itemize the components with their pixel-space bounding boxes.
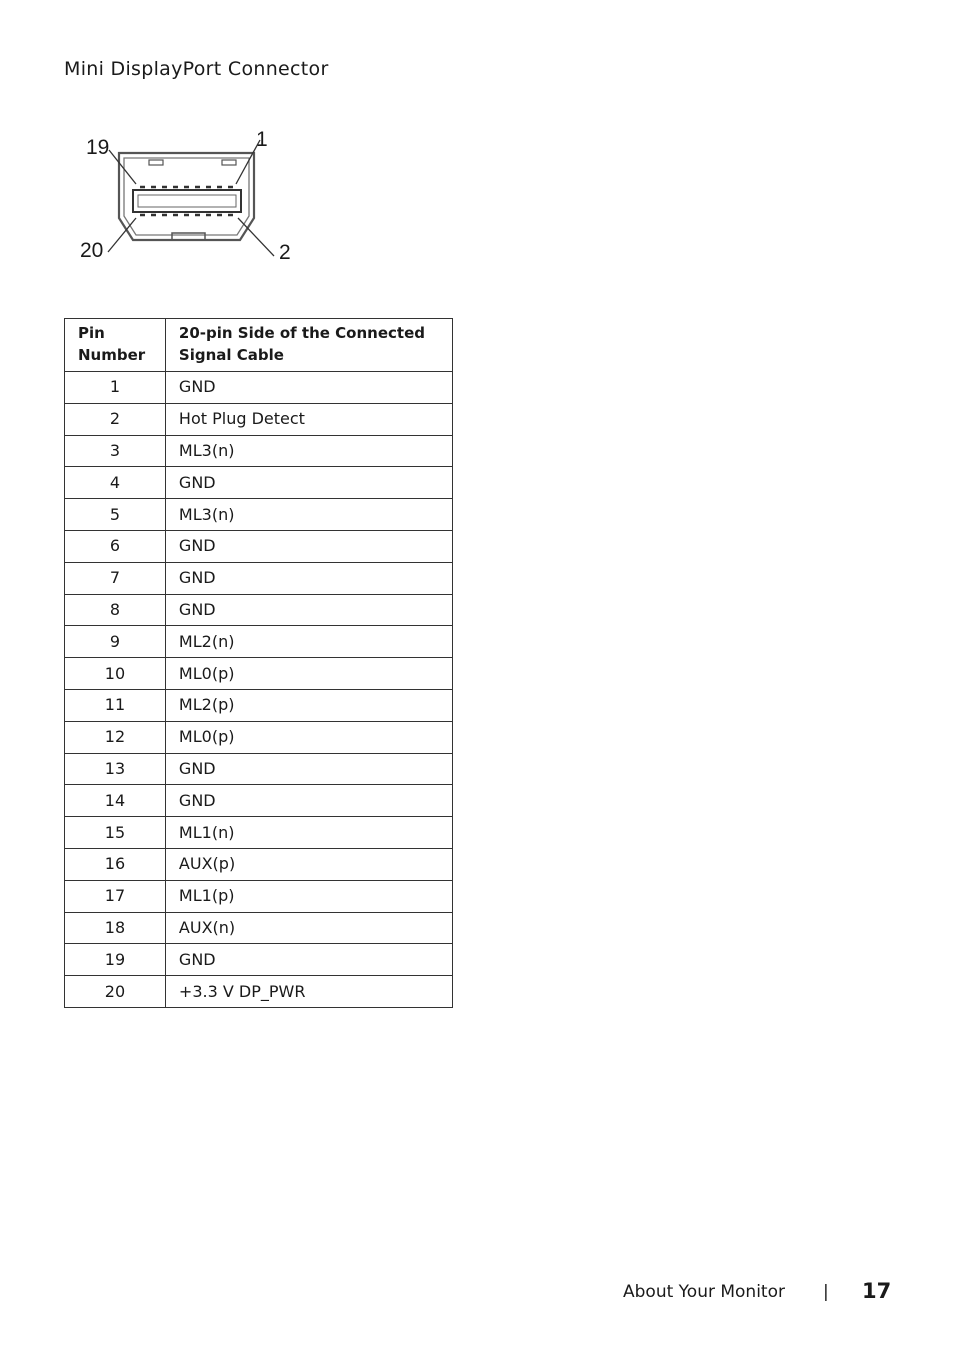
header-pin-number-line2: Number bbox=[78, 346, 146, 364]
pin-number-cell: 1 bbox=[65, 372, 166, 404]
pin-number-cell: 11 bbox=[65, 689, 166, 721]
header-pin-number-line1: Pin bbox=[78, 324, 105, 342]
signal-cell: +3.3 V DP_PWR bbox=[165, 976, 452, 1008]
signal-cell: AUX(n) bbox=[165, 912, 452, 944]
table-row bbox=[65, 817, 453, 849]
pin-label-20: 20 bbox=[80, 239, 104, 262]
pin-number-cell: 20 bbox=[65, 976, 166, 1008]
pin-number-cell: 18 bbox=[65, 912, 166, 944]
signal-cell: ML2(n) bbox=[165, 626, 452, 658]
header-signal-line1: 20-pin Side of the Connected bbox=[178, 324, 425, 342]
pin-number-cell: 7 bbox=[65, 562, 166, 594]
table-header-row bbox=[65, 319, 453, 372]
table-body bbox=[65, 372, 453, 1008]
connector-tongue-inner bbox=[138, 195, 236, 207]
leader-line-19 bbox=[109, 150, 136, 184]
table-row bbox=[65, 753, 453, 785]
signal-cell: GND bbox=[165, 753, 452, 785]
table-row bbox=[65, 912, 453, 944]
signal-cell: GND bbox=[165, 944, 452, 976]
signal-cell: ML0(p) bbox=[165, 721, 452, 753]
pin-number-cell: 16 bbox=[65, 848, 166, 880]
signal-cell: AUX(p) bbox=[165, 848, 452, 880]
section-title: Mini DisplayPort Connector bbox=[64, 58, 329, 80]
pin-number-cell: 8 bbox=[65, 594, 166, 626]
connector-inner-shell bbox=[124, 158, 249, 235]
mini-displayport-connector-diagram bbox=[64, 118, 314, 278]
header-signal bbox=[165, 319, 452, 372]
footer-separator: | bbox=[823, 1282, 829, 1302]
signal-cell: ML3(n) bbox=[165, 499, 452, 531]
pin-number-cell: 4 bbox=[65, 467, 166, 499]
signal-cell: Hot Plug Detect bbox=[165, 403, 452, 435]
signal-cell: ML0(p) bbox=[165, 658, 452, 690]
pin-number-cell: 15 bbox=[65, 817, 166, 849]
header-signal-line2: Signal Cable bbox=[178, 346, 284, 364]
table-row bbox=[65, 372, 453, 404]
pin-assignment-table bbox=[64, 318, 453, 1008]
table-row bbox=[65, 880, 453, 912]
table-row bbox=[65, 689, 453, 721]
pin-number-cell: 3 bbox=[65, 435, 166, 467]
pin-label-1: 1 bbox=[256, 128, 268, 151]
table-row bbox=[65, 499, 453, 531]
pin-number-cell: 14 bbox=[65, 785, 166, 817]
header-pin-number bbox=[65, 319, 166, 372]
table-row bbox=[65, 626, 453, 658]
pin-label-19: 19 bbox=[86, 136, 110, 159]
table-row bbox=[65, 594, 453, 626]
signal-cell: GND bbox=[165, 467, 452, 499]
signal-cell: GND bbox=[165, 594, 452, 626]
connector-tongue bbox=[133, 190, 241, 212]
connector-top-slot-left bbox=[149, 160, 163, 165]
pin-number-cell: 13 bbox=[65, 753, 166, 785]
pin-number-cell: 10 bbox=[65, 658, 166, 690]
table-row bbox=[65, 467, 453, 499]
pin-number-cell: 19 bbox=[65, 944, 166, 976]
pin-label-2: 2 bbox=[279, 241, 291, 264]
signal-cell: ML2(p) bbox=[165, 689, 452, 721]
table-row bbox=[65, 848, 453, 880]
table-row bbox=[65, 658, 453, 690]
pin-number-cell: 2 bbox=[65, 403, 166, 435]
connector-top-slot-right bbox=[222, 160, 236, 165]
table-row bbox=[65, 785, 453, 817]
connector-outer-shell bbox=[119, 153, 254, 240]
signal-cell: GND bbox=[165, 372, 452, 404]
page-footer bbox=[0, 1280, 954, 1310]
signal-cell: GND bbox=[165, 785, 452, 817]
pin-number-cell: 6 bbox=[65, 530, 166, 562]
table-row bbox=[65, 721, 453, 753]
pin-number-cell: 12 bbox=[65, 721, 166, 753]
footer-page-number: 17 bbox=[862, 1279, 892, 1303]
pin-number-cell: 5 bbox=[65, 499, 166, 531]
table-row bbox=[65, 944, 453, 976]
table-row bbox=[65, 976, 453, 1008]
footer-section-title: About Your Monitor bbox=[623, 1282, 785, 1302]
pin-number-cell: 17 bbox=[65, 880, 166, 912]
table-row bbox=[65, 435, 453, 467]
table-row bbox=[65, 562, 453, 594]
signal-cell: GND bbox=[165, 562, 452, 594]
signal-cell: ML3(n) bbox=[165, 435, 452, 467]
table-row bbox=[65, 530, 453, 562]
table-row bbox=[65, 403, 453, 435]
signal-cell: ML1(n) bbox=[165, 817, 452, 849]
pin-number-cell: 9 bbox=[65, 626, 166, 658]
signal-cell: GND bbox=[165, 530, 452, 562]
leader-line-2 bbox=[238, 218, 274, 256]
signal-cell: ML1(p) bbox=[165, 880, 452, 912]
